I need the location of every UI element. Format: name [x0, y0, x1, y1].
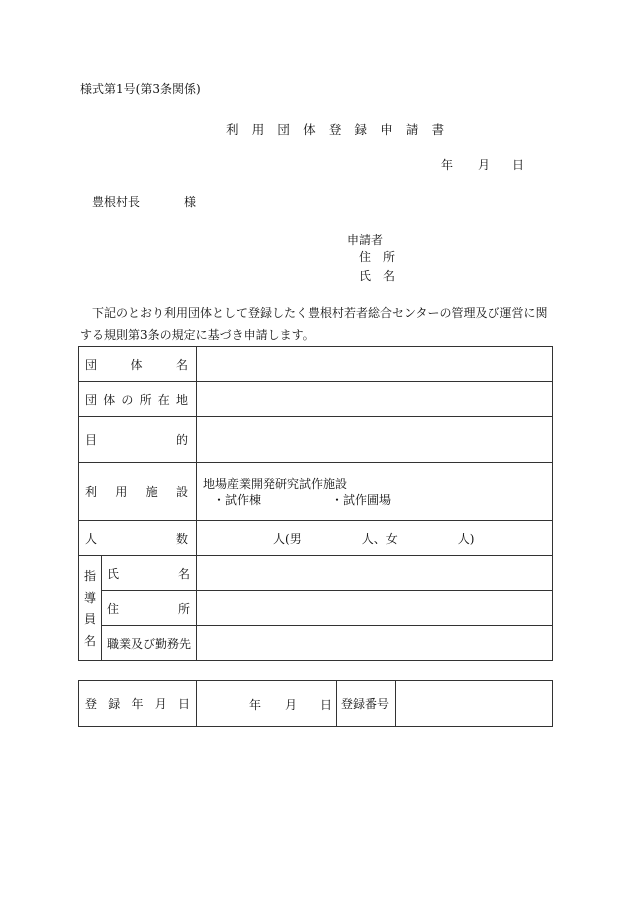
registration-record-table [78, 680, 553, 727]
title-char: 請 [405, 122, 419, 137]
label-char: 所 [139, 392, 152, 407]
label-char: 年 [131, 697, 144, 711]
label-char: 在 [157, 392, 170, 407]
label-char: 住 [107, 601, 120, 616]
registration-date-field[interactable] [197, 681, 337, 727]
label-char: 目 [85, 433, 98, 447]
title-char: 申 [380, 122, 393, 137]
registration-number-label [337, 681, 396, 727]
title-char: 登 [328, 122, 342, 137]
reg-day-label: 日 [320, 697, 333, 712]
table-row [79, 556, 553, 591]
label-char: 用 [115, 485, 128, 499]
addressee-honorific: 様 [184, 195, 197, 209]
title-char: 録 [354, 122, 368, 137]
headcount-field[interactable] [197, 521, 553, 556]
date-day-label: 日 [512, 158, 525, 172]
label-char: 名 [383, 269, 396, 283]
page-title [226, 120, 444, 138]
instructor-address-label [102, 591, 197, 626]
title-char: 体 [303, 122, 316, 137]
group-name-field[interactable] [197, 347, 553, 382]
registration-date-label [79, 681, 197, 727]
label-char: 名 [83, 633, 96, 648]
label-char: 体 [103, 392, 116, 407]
instructor-group-label [79, 556, 102, 661]
label-char: 名 [178, 566, 191, 581]
table-row [79, 591, 553, 626]
label-char: の [121, 392, 134, 407]
facility-option-trial-field[interactable]: ・試作圃場 [331, 492, 392, 507]
registration-form-table [78, 346, 553, 661]
instructor-occupation-field[interactable] [197, 626, 553, 661]
date-month-label: 月 [478, 158, 491, 172]
headcount-label [79, 521, 197, 556]
facility-label [79, 463, 197, 521]
addressee-name: 豊根村長 [92, 195, 141, 209]
label-char: 導 [83, 590, 96, 605]
label-char: 利 [85, 485, 98, 499]
table-row [79, 521, 553, 556]
label-char: 地 [175, 392, 188, 407]
label-char: 設 [175, 485, 188, 499]
title-char: 書 [431, 122, 445, 137]
registration-number-label-text: 登録番号 [341, 697, 390, 711]
label-char: 員 [83, 612, 96, 627]
label-char: 所 [178, 601, 191, 616]
location-label [79, 382, 197, 417]
label-char: 団 [85, 392, 98, 407]
applicant-name-label [359, 267, 395, 284]
purpose-field[interactable] [197, 417, 553, 463]
reg-month-label: 月 [285, 697, 298, 712]
label-char: 録 [108, 697, 121, 711]
instructor-name-field[interactable] [197, 556, 553, 591]
label-char: 氏 [359, 269, 372, 283]
table-row [79, 382, 553, 417]
label-char: 団 [85, 357, 98, 372]
table-row [79, 347, 553, 382]
table-row [79, 626, 553, 661]
label-char: 氏 [107, 566, 120, 581]
label-char: 住 [359, 250, 372, 264]
label-char: 数 [176, 531, 189, 546]
instructor-address-field[interactable] [197, 591, 553, 626]
applicant-address-label [359, 248, 395, 265]
date-year-label: 年 [441, 158, 454, 172]
facility-field [197, 463, 553, 521]
label-char: 施 [145, 485, 158, 499]
label-char: 所 [383, 250, 396, 264]
label-char: 的 [176, 433, 189, 447]
label-char: 登 [85, 697, 98, 711]
registration-number-field[interactable] [396, 681, 553, 727]
group-name-label [79, 347, 197, 382]
location-field[interactable] [197, 382, 553, 417]
headcount-value: 人(男 人、女 人) [273, 531, 475, 546]
label-char: 人 [85, 531, 98, 546]
label-char: 日 [177, 697, 190, 711]
table-row [79, 681, 553, 727]
purpose-label [79, 417, 197, 463]
instructor-occupation-label [102, 626, 197, 661]
body-text [80, 302, 558, 346]
title-char: 団 [277, 122, 291, 137]
title-char: 利 [226, 122, 239, 137]
title-char: 用 [251, 122, 265, 137]
facility-option-trial-building[interactable]: ・試作棟 [213, 492, 262, 507]
occupation-label-text: 職業及び勤務先 [107, 636, 192, 651]
facility-name: 地場産業開発研究試作施設 [203, 476, 348, 491]
instructor-name-label [102, 556, 197, 591]
applicant-heading: 申請者 [347, 233, 384, 247]
table-row [79, 463, 553, 521]
label-char: 体 [130, 357, 143, 372]
body-text-content: 下記のとおり利用団体として登録したく豊根村若者総合センターの管理及び運営に関する規則第3条の規定に基づき申請します。 [80, 306, 548, 342]
table-row [79, 417, 553, 463]
form-number: 様式第1号(第3条関係) [80, 82, 201, 96]
label-char: 指 [83, 569, 96, 583]
label-char: 月 [154, 697, 167, 711]
label-char: 名 [176, 357, 189, 372]
reg-year-label: 年 [249, 697, 262, 712]
